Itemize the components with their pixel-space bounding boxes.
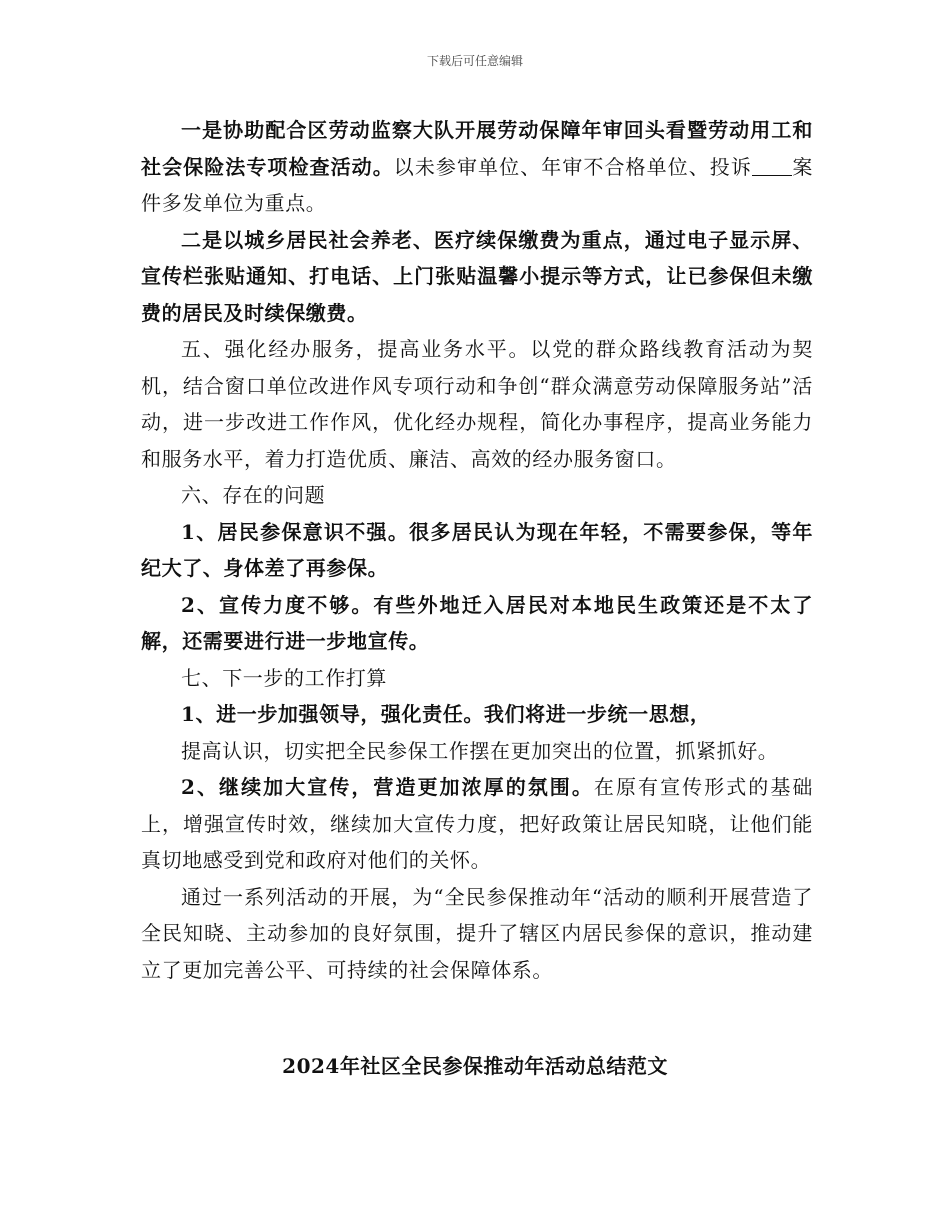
paragraph-11: 通过一系列活动的开展，为“全民参保推动年“活动的顺利开展营造了全民知晓、主动参加的良好氛围，提升了辖区内居民参保的意识，推动建立了更加完善公平、可持续的社会保障体系。 bbox=[141, 884, 813, 982]
paragraph-6: 2、宣传力度不够。有些外地迁入居民对本地民生政策还是不太了解，还需要进行进一步地宣传。 bbox=[141, 592, 813, 653]
section-heading-problems: 六、存在的问题 bbox=[181, 483, 326, 507]
document-title: 2024年社区全民参保推动年活动总结范文 bbox=[282, 1054, 668, 1078]
paragraph-1 bbox=[141, 112, 813, 222]
document-body bbox=[141, 112, 813, 988]
paragraph-2: 二是以城乡居民社会养老、医疗续保缴费为重点，通过电子显示屏、宣传栏张贴通知、打电话、上门张贴温馨小提示等方式，让已参保但未缴费的居民及时续保缴费。 bbox=[141, 227, 813, 325]
paragraph-10 bbox=[141, 769, 813, 879]
paragraph-1-lead: 一是协助配合区劳动监察大队开展劳动保障年审回头看暨劳动用工和社会保险法专项检查活动。 bbox=[141, 118, 813, 179]
paragraph-10-lead: 2、继续加大宣传，营造更加浓厚的氛围。 bbox=[181, 775, 594, 799]
paragraph-3: 五、强化经办服务，提高业务水平。以党的群众路线教育活动为契机，结合窗口单位改进作风专项行动和争创“群众满意劳动保障服务站”活动，进一步改进工作作风，优化经办规程，简化办事程序，提高业务能力和服务水平，着力打造优质、廉洁、高效的经办服务窗口。 bbox=[141, 337, 813, 471]
page-header-note: 下载后可任意编辑 bbox=[426, 54, 523, 68]
paragraph-1-text-a: 以未参审单位、年审不合格单位、投诉 bbox=[393, 154, 752, 179]
blank-underline bbox=[752, 155, 792, 176]
section-heading-next-steps: 七、下一步的工作打算 bbox=[181, 665, 387, 690]
paragraph-1-text-b: 案件多发单位为重点。 bbox=[141, 154, 813, 215]
paragraph-9: 提高认识，切实把全民参保工作摆在更加突出的位置，抓紧抓好。 bbox=[181, 738, 779, 763]
paragraph-5: 1、居民参保意识不强。很多居民认为现在年轻，不需要参保，等年纪大了、身体差了再参保。 bbox=[141, 519, 813, 580]
paragraph-8: 1、进一步加强领导，强化责任。我们将进一步统一思想， bbox=[181, 702, 711, 726]
paragraph-10-text: 在原有宣传形式的基础上，增强宣传时效，继续加大宣传力度，把好政策让居民知晓，让他们能真切地感受到党和政府对他们的关怀。 bbox=[141, 775, 813, 872]
